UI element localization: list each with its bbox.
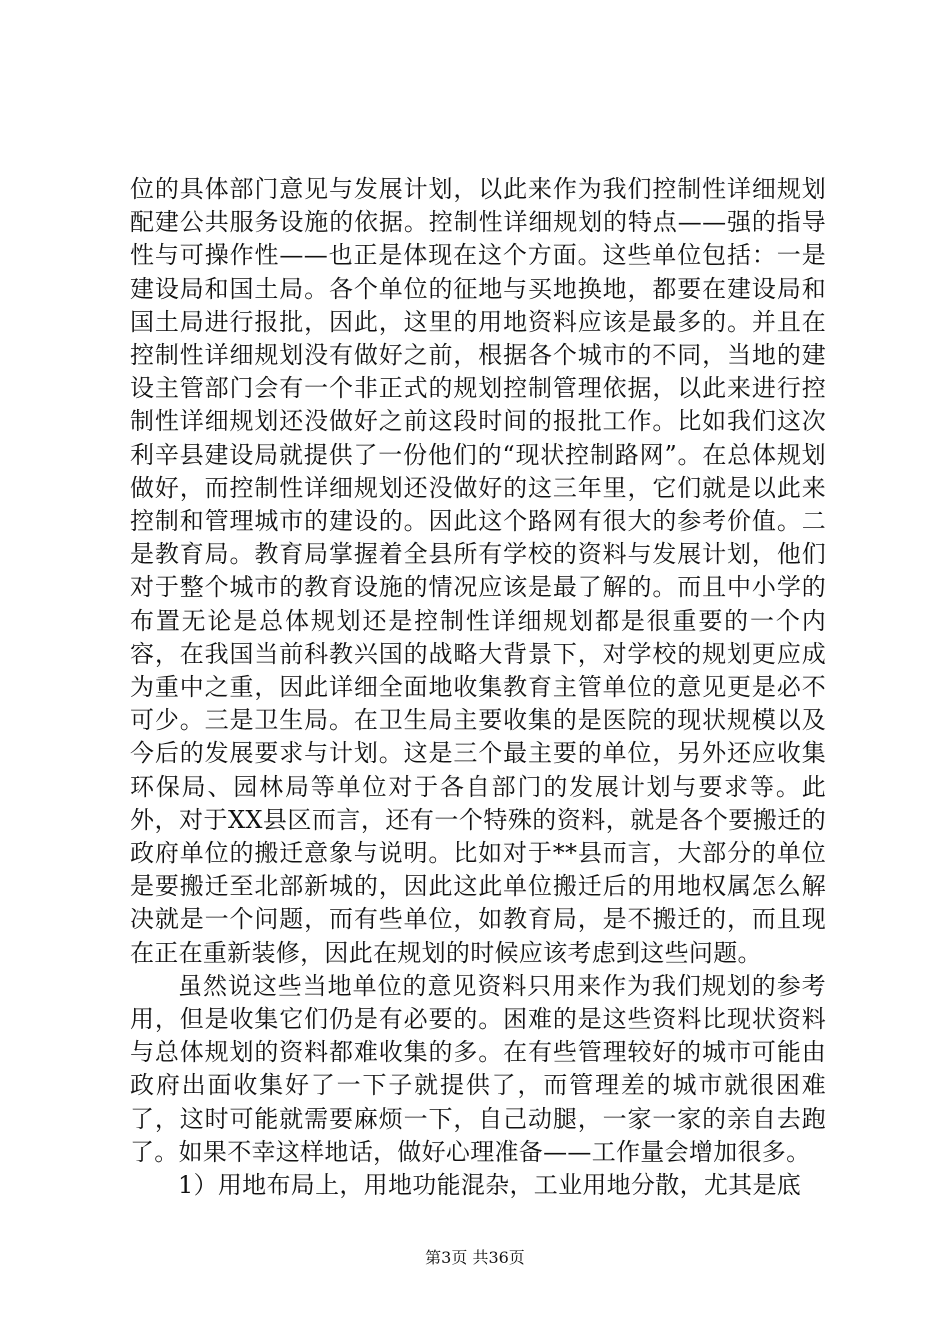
body-text: [130, 173, 826, 1202]
page-footer: [0, 1245, 950, 1268]
paragraph-1: 位的具体部门意见与发展计划，以此来作为我们控制性详细规划配建公共服务设施的依据。控制性详细规划的特点——强的指导性与可操作性——也正是体现在这个方面。这些单位包括：一是建设局和国土局。各个单位的征地与买地换地，都要在建设局和国土局进行报批，因此，这里的用地资料应该是最多的。并且在控制性详细规划没有做好之前，根据各个城市的不同，当地的建设主管部门会有一个非正式的规划控制管理依据，以此来进行控制性详细规划还没做好之前这段时间的报批工作。比如我们这次利辛县建设局就提供了一份他们的“现状控制路网”。在总体规划做好，而控制性详细规划还没做好的这三年里，它们就是以此来控制和管理城市的建设的。因此这个路网有很大的参考价值。二是教育局。教育局掌握着全县所有学校的资料与发展计划，他们对于整个城市的教育设施的情况应该是最了解的。而且中小学的布置无论是总体规划还是控制性详细规划都是很重要的一个内容，在我国当前科教兴国的战略大背景下，对学校的规划更应成为重中之重，因此详细全面地收集教育主管单位的意见更是必不可少。三是卫生局。在卫生局主要收集的是医院的现状规模以及今后的发展要求与计划。这是三个最主要的单位，另外还应收集环保局、园林局等单位对于各自部门的发展计划与要求等。此外，对于XX县区而言，还有一个特殊的资料，就是各个要搬迁的政府单位的搬迁意象与说明。比如对于**县而言，大部分的单位是要搬迁至北部新城的，因此这此单位搬迁后的用地权属怎么解决就是一个问题，而有些单位，如教育局，是不搬迁的，而且现在正在重新装修，因此在规划的时候应该考虑到这些问题。: [130, 175, 826, 967]
paragraph-2: 虽然说这些当地单位的意见资料只用来作为我们规划的参考用，但是收集它们仍是有必要的。困难的是这些资料比现状资料与总体规划的资料都难收集的多。在有些管理较好的城市可能由政府出面收集好了一下子就提供了，而管理差的城市就很困难了，这时可能就需要麻烦一下，自己动腿，一家一家的亲自去跑了。如果不幸这样地话，做好心理准备——工作量会增加很多。: [130, 971, 826, 1166]
page-number: 第3页 共36页: [425, 1248, 525, 1267]
paragraph-3: 1）用地布局上，用地功能混杂，工业用地分散，尤其是底: [178, 1171, 802, 1200]
